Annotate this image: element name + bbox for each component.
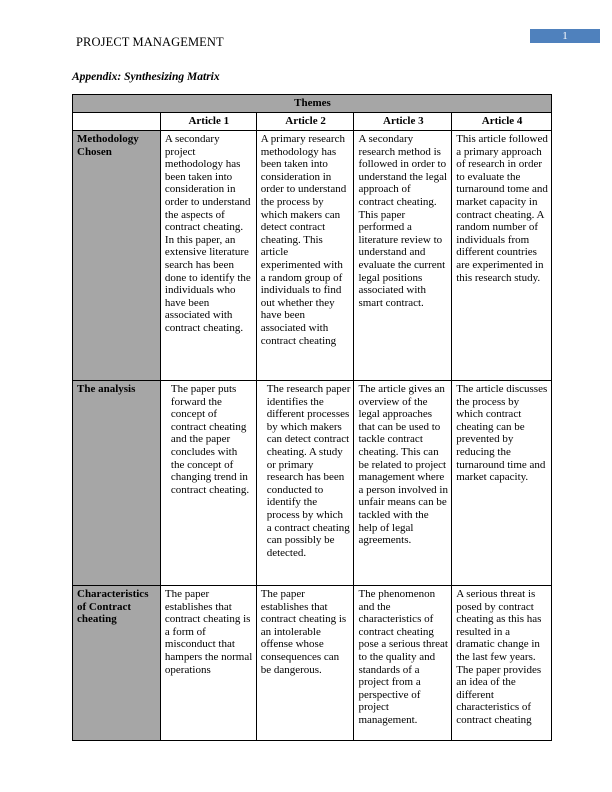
article-2-header: Article 2 bbox=[256, 113, 354, 131]
article-3-header: Article 3 bbox=[354, 113, 452, 131]
table-cell: A secondary research method is followed in order to understand the legal approach of contract cheating. This paper performed a literature review to understand and evaluate the current legal positions associated with smart contract. bbox=[354, 131, 452, 381]
themes-header: Themes bbox=[73, 95, 552, 113]
table-cell: The paper puts forward the concept of contract cheating and the paper concludes with the concept of changing trend in contract cheating. bbox=[160, 381, 256, 586]
table-row-analysis bbox=[73, 381, 552, 586]
synthesizing-matrix-table bbox=[72, 94, 552, 741]
table-row-methodology bbox=[73, 131, 552, 381]
row-heading-analysis: The analysis bbox=[73, 381, 161, 586]
corner-cell bbox=[73, 113, 161, 131]
row-heading-methodology: Methodology Chosen bbox=[73, 131, 161, 381]
table-cell: The paper establishes that contract cheating is a form of misconduct that hampers the normal operations bbox=[160, 586, 256, 741]
table-cell: The research paper identifies the different processes by which makers can detect contract cheating. A study or primary research has been conducted to identify the process by which a contract cheating can possibly be detected. bbox=[256, 381, 354, 586]
table-cell: This article followed a primary approach of research in order to evaluate the turnaround tome and market capacity in contract cheating. A random number of individuals from different countries are experimented in this research study. bbox=[452, 131, 552, 381]
appendix-title: Appendix: Synthesizing Matrix bbox=[72, 71, 220, 83]
themes-header-row bbox=[73, 95, 552, 113]
table-row-characteristics bbox=[73, 586, 552, 741]
row-heading-characteristics: Characteristics of Contract cheating bbox=[73, 586, 161, 741]
table-cell: A serious threat is posed by contract cheating as this has resulted in a dramatic change in the last few years. The paper provides an idea of the different characteristics of contract cheating bbox=[452, 586, 552, 741]
table-cell: The article gives an overview of the legal approaches that can be used to tackle contract cheating. This can be related to project management where a person involved in unfair means can be tackled with the help of legal agreements. bbox=[354, 381, 452, 586]
article-1-header: Article 1 bbox=[160, 113, 256, 131]
article-4-header: Article 4 bbox=[452, 113, 552, 131]
table-cell: The paper establishes that contract cheating is an intolerable offense whose consequences can be dangerous. bbox=[256, 586, 354, 741]
table-cell: A primary research methodology has been taken into consideration in order to understand the process by which makers can detect contract cheating. This article experimented with a random group of individuals to find out whether they have been associated with contract cheating bbox=[256, 131, 354, 381]
article-header-row bbox=[73, 113, 552, 131]
table-cell: The article discusses the process by which contract cheating can be prevented by reducing the turnaround time and market capacity. bbox=[452, 381, 552, 586]
table-cell: The phenomenon and the characteristics of contract cheating pose a serious threat to the quality and standards of a project from a perspective of project management. bbox=[354, 586, 452, 741]
table-cell: A secondary project methodology has been taken into consideration in order to understand the aspects of contract cheating. In this paper, an extensive literature search has been done to identify the individuals who have been associated with contract cheating. bbox=[160, 131, 256, 381]
running-header-title: PROJECT MANAGEMENT bbox=[76, 35, 224, 49]
page-number: 1 bbox=[530, 29, 600, 43]
